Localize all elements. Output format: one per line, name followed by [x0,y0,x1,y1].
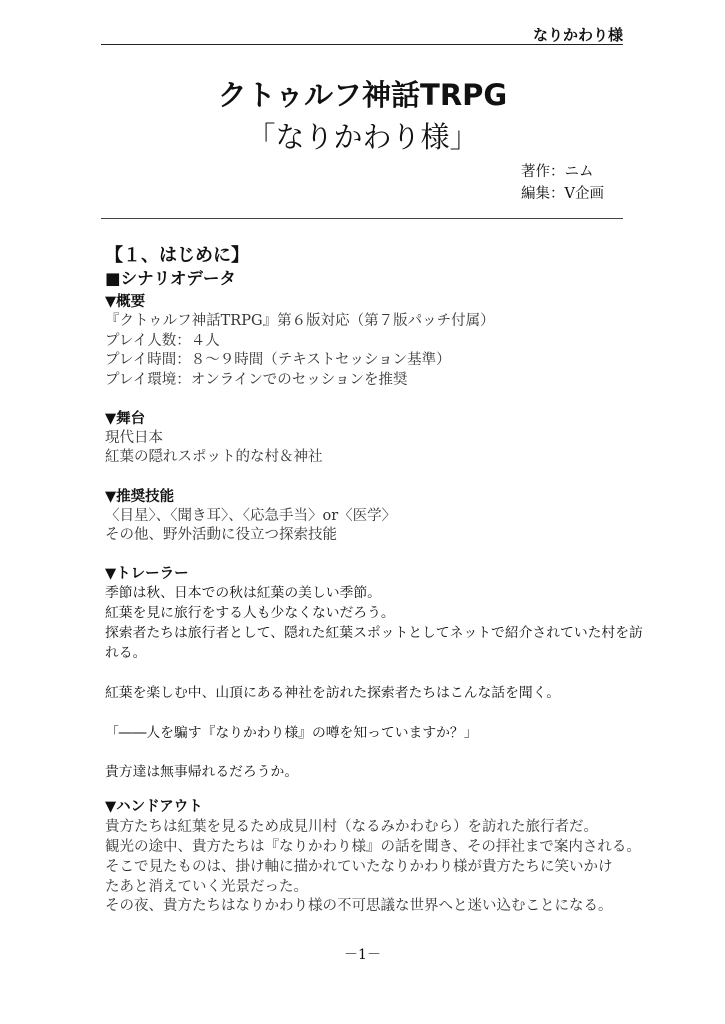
skills-heading: ▼推奨技能 [105,489,175,505]
trailer-heading: ▼トレーラー [105,566,189,582]
stage-line: 現代日本 [105,430,163,446]
trailer-line: 季節は秋、日本での秋は紅葉の美しい季節。 [105,585,381,601]
trailer-line: 紅葉を楽しむ中、山頂にある神社を訪れた探索者たちはこんな話を聞く。 [105,685,561,701]
editor-credit: 編集：V企画 [521,186,604,202]
document-title: クトゥルフ神話TRPG [217,78,508,112]
page-number: －1－ [344,947,381,963]
overview-line: プレイ環境：オンラインでのセッションを推奨 [105,372,408,388]
trailer-line: れる。 [105,645,147,661]
handout-line: 観光の途中、貴方たちは『なりかわり様』の話を聞き、その拝社まで案内される。 [105,839,641,855]
skills-line: その他、野外活動に役立つ探索技能 [105,527,337,543]
skills-line: 〈目星〉、〈聞き耳〉、〈応急手当〉or〈医学〉 [105,508,397,524]
trailer-quote: 「――人を騙す『なりかわり様』の噂を知っていますか？」 [105,725,478,741]
stage-line: 紅葉の隠れスポット的な村＆神社 [105,449,323,465]
handout-heading: ▼ハンドアウト [105,799,203,815]
running-header-title: なりかわり様 [532,26,623,44]
handout-line: そこで見たものは、掛け軸に描かれていたなりかわり様が貴方たちに笑いかけ [105,859,613,875]
handout-line: 貴方たちは紅葉を見るため成見川村（なるみかわむら）を訪れた旅行者だ。 [105,819,598,835]
stage-heading: ▼舞台 [105,411,146,427]
document-subtitle: 「なりかわり様」 [246,120,479,154]
trailer-line: 探索者たちは旅行者として、隠れた紅葉スポットとしてネットで紹介されていた村を訪 [105,625,643,641]
trailer-line: 紅葉を見に旅行をする人も少なくないだろう。 [105,605,395,621]
overview-heading: ▼概要 [105,294,146,310]
handout-line: その夜、貴方たちはなりかわり様の不可思議な世界へと迷い込むことになる。 [105,898,613,914]
overview-line: プレイ時間：８～９時間（テキストセッション基準） [105,352,451,368]
handout-line: たあと消えていく光景だった。 [105,879,308,895]
section-subheading: ■シナリオデータ [105,269,236,288]
title-divider [101,218,623,219]
trailer-line: 貴方達は無事帰れるだろうか。 [105,764,299,780]
section-heading: 【１、はじめに】 [105,245,249,266]
author-credit: 著作：ニム [521,164,594,180]
header-rule [101,44,623,45]
overview-line: 『クトゥルフ神話TRPG』第６版対応（第７版パッチ付属） [105,313,495,329]
overview-line: プレイ人数：４人 [105,333,220,349]
